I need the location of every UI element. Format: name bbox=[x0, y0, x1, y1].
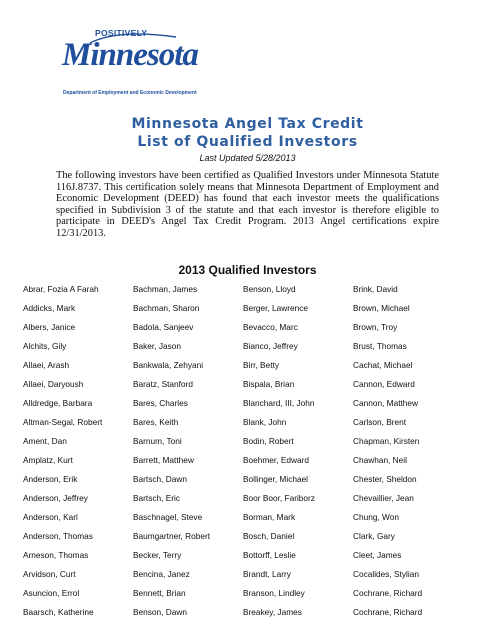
investor-name: Branson, Lindley bbox=[243, 588, 305, 598]
investor-name: Barnum, Toni bbox=[133, 436, 182, 446]
investor-name: Bartsch, Eric bbox=[133, 493, 181, 503]
investor-name: Bodin, Robert bbox=[243, 436, 294, 446]
investor-name: Bares, Keith bbox=[133, 417, 179, 427]
investor-name: Amplatz, Kurt bbox=[23, 455, 73, 465]
investor-name: Baumgartner, Robert bbox=[133, 531, 211, 541]
investor-name: Blanchard, III, John bbox=[243, 398, 315, 408]
investor-name: Abrar, Fozia A Farah bbox=[23, 284, 99, 294]
investor-name: Bosch, Daniel bbox=[243, 531, 295, 541]
logo-state-name: Minnesota bbox=[62, 37, 198, 73]
investor-name: Brown, Michael bbox=[353, 303, 410, 313]
investor-name: Chawhan, Neil bbox=[353, 455, 407, 465]
investor-name: Bartsch, Dawn bbox=[133, 474, 187, 484]
investor-name: Baratz, Stanford bbox=[133, 379, 193, 389]
investor-name: Barrett, Matthew bbox=[133, 455, 194, 465]
section-heading: 2013 Qualified Investors bbox=[178, 263, 317, 277]
investor-name: Borman, Mark bbox=[243, 512, 296, 522]
investor-name: Chapman, Kirsten bbox=[353, 436, 420, 446]
investor-name: Boor Boor, Fariborz bbox=[243, 493, 315, 503]
last-updated: Last Updated 5/28/2013 bbox=[199, 153, 296, 163]
page-title: Minnesota Angel Tax Credit bbox=[131, 116, 364, 132]
logo-department: Department of Employment and Economic Development bbox=[63, 90, 197, 96]
investor-name: Arvidson, Curt bbox=[23, 569, 76, 579]
investor-name: Boehmer, Edward bbox=[243, 455, 309, 465]
investor-name: Bankwala, Zehyani bbox=[133, 360, 204, 370]
investor-name: Benson, Lloyd bbox=[243, 284, 296, 294]
investor-name: Becker, Terry bbox=[133, 550, 182, 560]
investor-name: Allaei, Arash bbox=[23, 360, 70, 370]
investor-name: Badola, Sanjeev bbox=[133, 322, 194, 332]
investor-name: Chevaillier, Jean bbox=[353, 493, 414, 503]
investor-name: Albers, Janice bbox=[23, 322, 76, 332]
investor-name: Anderson, Karl bbox=[23, 512, 78, 522]
investor-name: Baker, Jason bbox=[133, 341, 181, 351]
investor-name: Alldredge, Barbara bbox=[23, 398, 93, 408]
logo-positively: POSITIVELY bbox=[95, 28, 148, 38]
investor-name: Breakey, James bbox=[243, 607, 302, 617]
investor-name: Cochrane, Richard bbox=[353, 588, 423, 598]
investor-name: Anderson, Thomas bbox=[23, 531, 93, 541]
investor-name: Brandt, Larry bbox=[243, 569, 291, 579]
investor-name: Cachat, Michael bbox=[353, 360, 413, 370]
investor-name: Bispala, Brian bbox=[243, 379, 295, 389]
investor-name: Cochrane, Richard bbox=[353, 607, 423, 617]
investor-name: Anderson, Jeffrey bbox=[23, 493, 88, 503]
investor-name: Allaei, Daryoush bbox=[23, 379, 84, 389]
investor-name: Chester, Sheldon bbox=[353, 474, 417, 484]
investor-name: Addicks, Mark bbox=[23, 303, 76, 313]
investor-name: Berger, Lawrence bbox=[243, 303, 309, 313]
investor-name: Anderson, Erik bbox=[23, 474, 78, 484]
investor-name: Bencina, Janez bbox=[133, 569, 190, 579]
investor-name: Alchits, Gily bbox=[23, 341, 67, 351]
investor-name: Bollinger, Michael bbox=[243, 474, 309, 484]
investor-name: Ament, Dan bbox=[23, 436, 67, 446]
investor-name: Brust, Thomas bbox=[353, 341, 407, 351]
investor-name: Bachman, Sharon bbox=[133, 303, 200, 313]
investor-name: Arneson, Thomas bbox=[23, 550, 89, 560]
investor-name: Bachman, James bbox=[133, 284, 198, 294]
investor-name: Bares, Charles bbox=[133, 398, 188, 408]
mn-deed-logo bbox=[62, 28, 198, 100]
investor-name: Baarsch, Katherine bbox=[23, 607, 94, 617]
investor-name: Bevacco, Marc bbox=[243, 322, 298, 332]
investor-name: Baschnagel, Steve bbox=[133, 512, 203, 522]
investor-name: Asuncion, Errol bbox=[23, 588, 80, 598]
investor-name: Birr, Betty bbox=[243, 360, 279, 370]
investor-name: Cleet, James bbox=[353, 550, 402, 560]
intro-paragraph: The following investors have been certified as Qualified Investors under Minnesota Statute 116J.8737. This certification solely means that Minnesota Department of Employment and Economic Development (DEED) has found that each investor meets the qualifications specified in Subdivision 3 of the statute and that each investor is therefore eligible to participate in DEED's Angel Tax Credit Program. 2013 Angel certifications expire 12/31/2013. bbox=[56, 170, 439, 239]
investor-name: Benson, Dawn bbox=[133, 607, 187, 617]
investor-name: Carlson, Brent bbox=[353, 417, 407, 427]
investor-name: Cannon, Edward bbox=[353, 379, 415, 389]
investor-name: Cocalides, Stylian bbox=[353, 569, 419, 579]
investor-name: Brown, Troy bbox=[353, 322, 398, 332]
page-subtitle: List of Qualified Investors bbox=[137, 134, 358, 150]
investor-name: Blank, John bbox=[243, 417, 287, 427]
investor-name: Bennett, Brian bbox=[133, 588, 186, 598]
investor-name: Clark, Gary bbox=[353, 531, 395, 541]
investor-name: Bianco, Jeffrey bbox=[243, 341, 298, 351]
investor-name: Brink, David bbox=[353, 284, 398, 294]
investor-name: Cannon, Matthew bbox=[353, 398, 419, 408]
investor-name: Altman-Segal, Robert bbox=[23, 417, 103, 427]
investor-name: Bottorff, Leslie bbox=[243, 550, 296, 560]
investor-name: Chung, Won bbox=[353, 512, 399, 522]
